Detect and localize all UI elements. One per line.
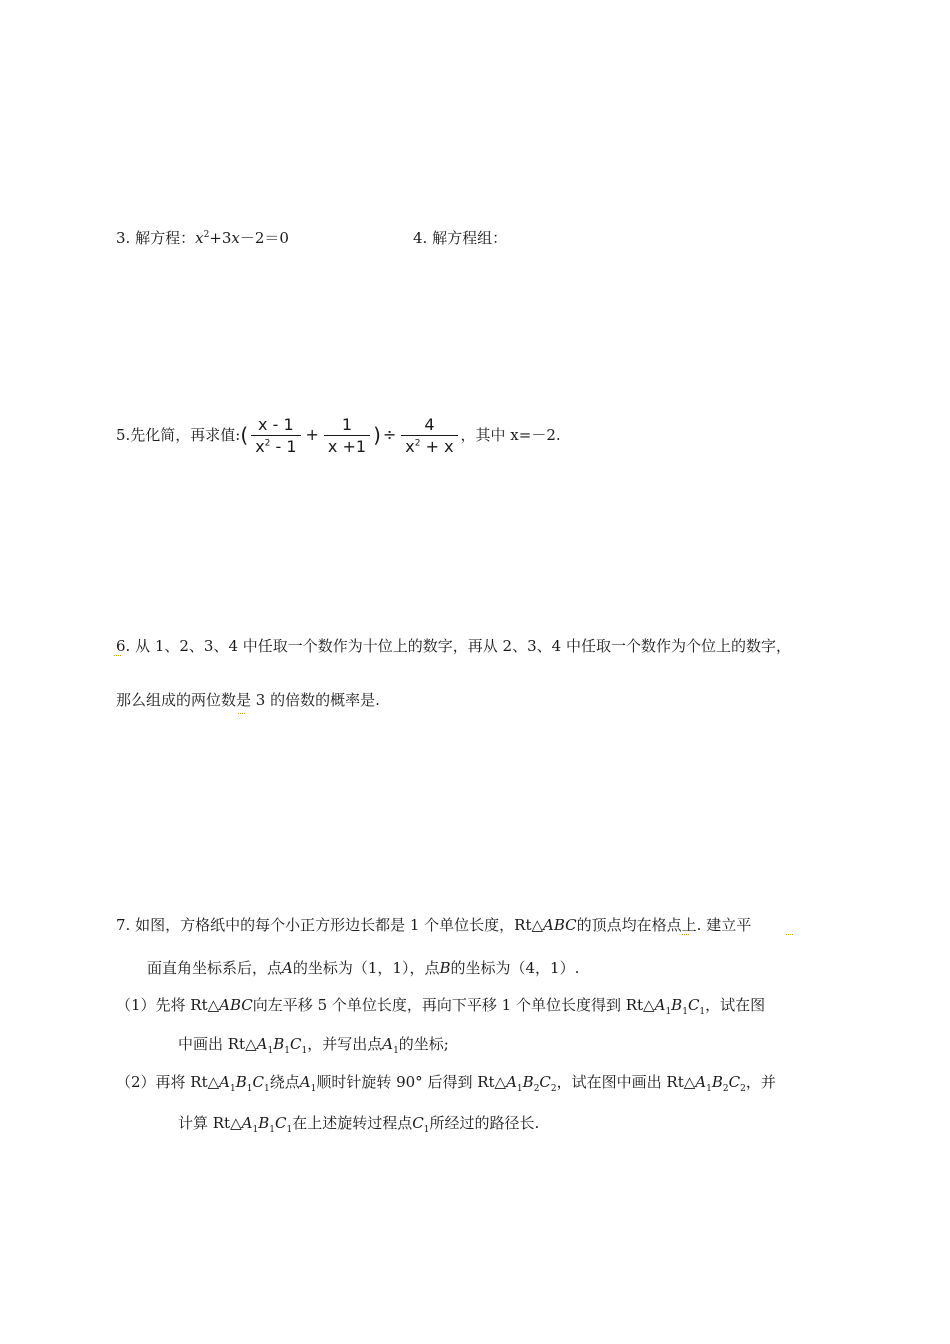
q7-p2-b: 绕点 [269,1073,300,1091]
question-7-part-1-line-1 [116,995,765,1015]
q7-p2-sub: 1 [310,1084,317,1094]
q5-fraction-2 [324,414,370,457]
q7-l1-a: 7. 如图，方格纸中的每个小正方形边长都是 1 个单位长度，Rt△ [116,916,544,934]
q7-p2-d: ，试在图中画出 Rt△ [556,1073,696,1091]
q7-p1-b: 向左平移 5 个单位长度，再向下平移 1 个单位长度得到 Rt△ [252,996,655,1014]
q7-p2-tri2-a: A [506,1073,517,1091]
q7-p2-l2-a: 计算 Rt△ [178,1114,242,1132]
q5-left-paren: ( [240,423,249,447]
q7-p2-tri3-a: A [695,1073,707,1091]
q5-f2-denominator: x +1 [327,436,367,456]
q7-p1-abc: ABC [219,996,253,1014]
proof-mark [786,931,793,935]
q5-f3-numerator: 4 [401,414,457,436]
question-7-line-2 [147,958,579,978]
q5-f1-numerator: x - 1 [251,414,300,436]
q7-p2-c: 顺时针旋转 90° 后得到 Rt△ [316,1073,507,1091]
q7-p2-l2-c: 所经过的路径长. [429,1114,540,1132]
proof-mark [238,710,245,714]
q3-rest: －2＝0 [239,229,289,247]
q3-var-x: x [195,229,204,247]
q7-p2-sub: 1 [246,1084,253,1094]
q7-p2-l2-tri-b: B [258,1114,270,1132]
question-4 [413,228,507,248]
q7-p2-l2-tri-a: A [241,1114,253,1132]
q5-divide: ÷ [382,425,397,444]
q7-p1-tri-a: A [654,996,666,1014]
q5-right-paren: ) [373,423,381,447]
q7-p2-l2-sub: 1 [286,1125,293,1135]
q3-var-x2: x [231,229,240,247]
q7-p2-a: （2）再将 Rt△ [116,1073,220,1091]
question-3 [116,228,289,248]
q7-l1-b: 的顶点均在格点上. 建立平 [576,916,752,934]
q5-f1-denominator [251,436,300,457]
q7-p2-sub2: 2 [740,1084,746,1094]
q7-p1-c: ，试在图 [705,996,766,1014]
q3-label: 3. 解方程： [116,229,196,247]
q7-l2-c: 的坐标为（4，1）. [450,959,580,977]
q7-p1-l2-sub: 1 [267,1046,274,1056]
q3-term: +3 [209,229,232,247]
q5-tail: ，其中 x=－2. [460,426,561,444]
q7-p2-l2-point-c: C [412,1114,424,1132]
q7-p1-l2-sub: 1 [393,1046,399,1056]
q7-p1-l2-sub: 1 [301,1046,308,1056]
q7-p2-sub2: 2 [533,1084,540,1094]
q7-p2-sub: 1 [706,1084,712,1094]
q7-l2-b: 的坐标为（1，1），点 [292,959,440,977]
q6-text-1: 6. 从 1、2、3、4 中任取一个数作为十位上的数字，再从 2、3、4 中任取一个数作为个位上的数字， [116,637,791,655]
q5-f1-den-x: x [255,436,265,456]
q7-p2-l2-tri-c: C [274,1114,287,1132]
q7-p2-sub2: 2 [550,1084,557,1094]
proof-mark [114,652,121,656]
q7-p1-l2-tri-b: B [273,1035,285,1053]
q7-p1-l2-tri-c: C [289,1035,302,1053]
q7-l2-point-a: A [282,959,293,977]
q5-f1-den-rest: - 1 [270,436,297,456]
q7-p2-point-a: A [299,1073,311,1091]
q7-p2-l2-sub: 1 [423,1125,430,1135]
q5-f3-den-x: x [405,436,415,456]
q7-p1-l2-b: ，并写出点 [307,1035,383,1053]
q5-f2-numerator: 1 [324,414,370,436]
q7-p2-l2-sub: 1 [269,1125,275,1135]
q5-plus: + [305,425,319,444]
q7-p2-tri2-c: C [539,1073,551,1091]
q7-p1-sub: 1 [665,1007,672,1017]
question-6-line-2 [116,690,380,710]
q7-l2-point-b: B [439,959,451,977]
q7-p2-sub: 1 [230,1084,236,1094]
q5-label: 5.先化简，再求值: [116,426,241,444]
question-7-part-2-line-2 [178,1113,539,1133]
q7-p2-l2-b: 在上述旋转过程点 [292,1114,413,1132]
q7-l1-abc: ABC [543,916,577,934]
q7-p1-sub: 1 [699,1007,706,1017]
q7-p2-tri3-c: C [728,1073,741,1091]
q7-p2-tri-c: C [252,1073,264,1091]
q7-p1-tri-b: B [671,996,683,1014]
q7-p2-tri-b: B [235,1073,247,1091]
q7-p2-tri-a: A [219,1073,231,1091]
q7-p2-tri3-b: B [711,1073,723,1091]
q7-p1-l2-point-a: A [382,1035,394,1053]
question-6-line-1 [116,636,791,656]
q7-p1-l2-tri-a: A [256,1035,268,1053]
q7-p1-l2-a: 中画出 Rt△ [178,1035,257,1053]
question-7-part-1-line-2 [178,1034,449,1054]
q5-fraction-1 [251,414,300,457]
question-7-part-2-line-1 [116,1072,776,1092]
q7-p1-tri-c: C [687,996,700,1014]
q7-p2-sub: 1 [264,1084,270,1094]
q7-p1-sub: 1 [682,1007,688,1017]
q7-l2-a: 面直角坐标系后，点 [147,959,283,977]
question-7-line-1 [116,915,751,935]
q5-f3-denominator [401,436,457,457]
q7-p2-sub: 1 [516,1084,523,1094]
q5-f3-den-rest: + x [420,436,454,456]
q4-label: 4. 解方程组： [413,229,508,247]
q7-p2-sub2: 2 [722,1084,729,1094]
q5-f1-den-exp: 2 [264,438,271,449]
q3-exponent: 2 [203,230,210,240]
q7-p1-l2-sub: 1 [284,1046,290,1056]
question-5 [116,409,561,460]
q7-p1-a: （1）先将 Rt△ [116,996,220,1014]
q5-f3-den-exp: 2 [414,438,421,449]
q5-fraction-3 [401,414,457,457]
q7-p2-e: ，并 [745,1073,776,1091]
q7-p1-l2-c: 的坐标; [398,1035,449,1053]
proof-mark [682,931,689,935]
q7-p2-l2-sub: 1 [252,1125,259,1135]
q6-text-2: 那么组成的两位数是 3 的倍数的概率是. [116,691,380,709]
q7-p2-tri2-b: B [522,1073,534,1091]
